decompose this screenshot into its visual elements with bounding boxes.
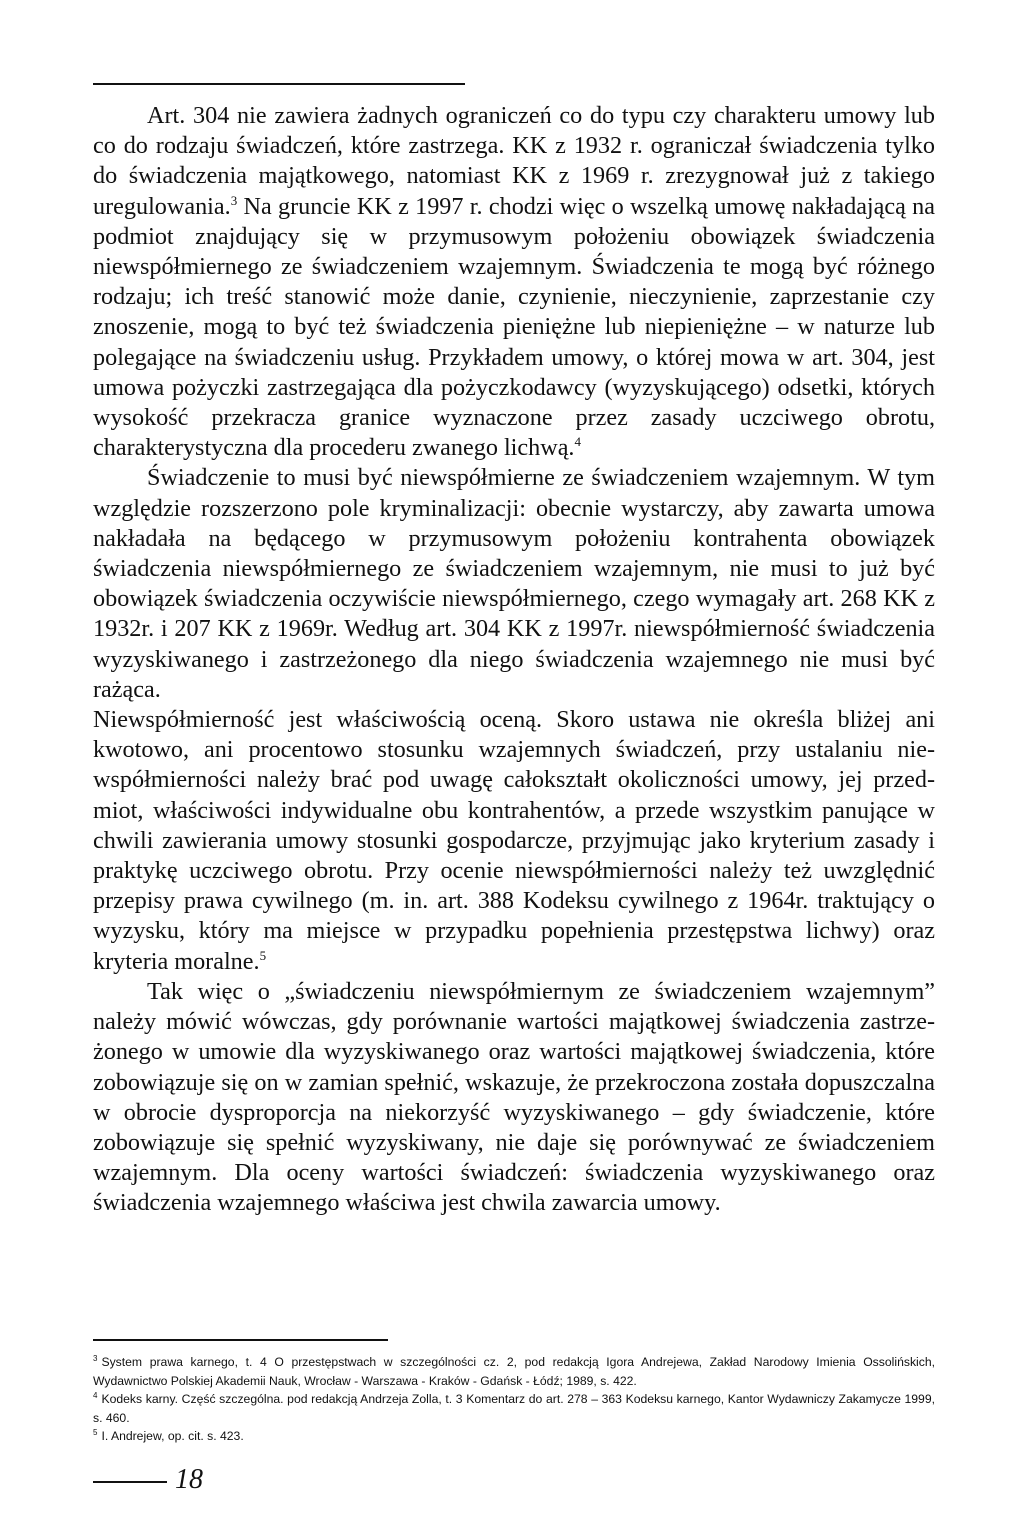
footnote-ref-4: 4 — [574, 434, 581, 450]
footnotes — [93, 1353, 935, 1446]
body-text — [93, 101, 935, 1219]
footnote-mark: 4 — [93, 1391, 98, 1401]
top-rule — [93, 83, 465, 85]
footnote-ref-5: 5 — [259, 947, 267, 963]
text-run: Świadczenie to musi być niewspółmierne ze świadczeniem wzajemnym. W tym względzie rozszerzono pole kryminalizacji: obecnie wystarczy, aby zawarta umowa nakładała na będącego w przymusowym położeniu kontrahenta obowiązek świadczenia niewspółmiernego ze świadczeniem wzajemnym, nie musi to już być obowiązek świadczenia oczywiście niewspółmiernego, czego wymagały art. 268 KK z 1932r. i 207 KK z 1969r. Według art. 304 KK z 1997r. niewspółmierność świadczenia wyzyskiwanego i zastrzeżonego dla niego świadczenia wzajemnego nie musi być rażąca. — [93, 464, 935, 703]
text-run: Niewspółmierność jest właściwością oceną. Skoro ustawa nie określa bliżej ani kwotowo, ani procentowo stosunku wzajemnych świadczeń, przy ustalaniu niewspółmierności należy brać pod uwagę całokształt okoliczności umowy, jej przedmiot, właściwości indywidualne obu kontrahentów, a przede wszystkim panujące w chwili zawierania umowy stosunki gospodarcze, przyjmując jako kryterium zasady i praktykę uczciwego obrotu. Przy ocenie niewspółmierności należy też uwzględnić przepisy prawa cywilnego (m. in. art. 388 Kodeksu cywilnego z 1964r. traktujący o wyzysku, który ma miejsce w przypadku popełnienia przestępstwa lichwy) oraz kryteria moralne. — [93, 706, 935, 975]
paragraph-1 — [93, 101, 935, 463]
footnote-text: System prawa karnego, t. 4 O przestępstwach w szczególności cz. 2, pod redakcją Igora Andrejewa, Zakład Narodowy Imienia Ossolińskich, Wydawnictwo Polskiej Akademii Nauk, Wrocław - Warszawa - Kraków - Gdańsk - Łódź; 1989, s. 422. — [93, 1355, 935, 1388]
page-number: 18 — [175, 1464, 203, 1495]
footnote-4 — [93, 1390, 935, 1427]
footnote-text: Kodeks karny. Część szczególna. pod redakcją Andrzeja Zolla, t. 3 Komentarz do art. 278 – 363 Kodeksu karnego, Kantor Wydawniczy Zakamycze 1999, s. 460. — [93, 1392, 935, 1425]
text-run: Art. 304 nie zawiera żadnych ograniczeń co do typu czy charakteru umowy lub co do rodzaju świadczeń, które zastrzega. KK z 1932 r. ograniczał świadczenia tylko do świadczenia majątkowego, natomiast KK z 1969 r. zrezygnował już z takiego uregulowania. — [93, 102, 935, 220]
paragraph-3 — [93, 705, 935, 977]
footer-rule — [93, 1481, 167, 1483]
footnote-mark: 5 — [93, 1428, 98, 1438]
footnote-mark: 3 — [93, 1354, 98, 1363]
paragraph-2 — [93, 463, 935, 705]
text-run: Tak więc o „świadczeniu niewspółmiernym ze świadczeniem wzajemnym” należy mówić wówczas, gdy porównanie wartości majątkowej świadczenia zastrzeżonego w umowie dla wyzyskiwanego oraz wartości majątkowej świadczenia, które zobowiązuje się on w zamian spełnić, wskazuje, że przekroczona została dopuszczalna w obrocie dysproporcja na niekorzyść wyzyskiwanego – gdy świadczenie, które zobowiązuje się spełnić wyzyskiwany, nie daje się porównywać ze świadczeniem wzajemnym. Dla oceny wartości świadczeń: świadczenia wyzyskiwanego oraz świadczenia wzajemnego właściwa jest chwila zawarcia umowy. — [93, 977, 935, 1217]
footnote-ref-3: 3 — [230, 192, 238, 208]
document-page — [93, 0, 935, 1516]
paragraph-4 — [93, 977, 935, 1219]
text-run: Na gruncie KK z 1997 r. chodzi więc o wszelką umowę nakładającą na podmiot znajdujący się w przymusowym położeniu obowiązek świadczenia niewspółmiernego ze świadczeniem wzajemnym. Świadczenia te mogą być różnego rodzaju; ich treść stanowić może danie, czynienie, nieczynienie, zaprzestanie czy znoszenie, mogą to być też świadczenia pieniężne lub niepieniężne – w naturze lub polegające na świadczeniu usług. Przykładem umowy, o której mowa w art. 304, jest umowa pożyczki zastrzegająca dla pożyczkodawcy (wyzyskującego) odsetki, których wysokość przekracza granice wyznaczone przez zasady uczciwego obrotu, charakterystyczna dla procederu zwanego lichwą. — [93, 192, 935, 462]
footnote-3 — [93, 1353, 935, 1390]
page-footer — [93, 1462, 293, 1502]
footnote-rule — [93, 1339, 388, 1341]
footnote-text: I. Andrejew, op. cit. s. 423. — [101, 1429, 244, 1444]
footnote-5 — [93, 1427, 935, 1446]
